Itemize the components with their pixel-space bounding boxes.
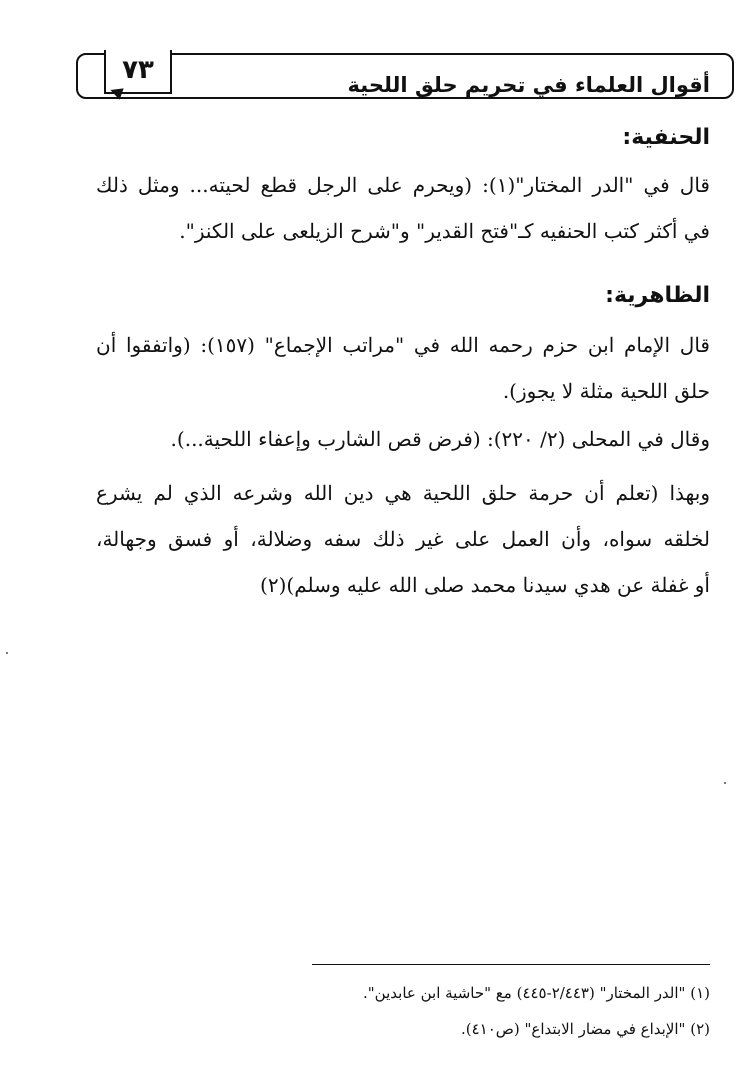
section-heading-zahiri: الظاهرية: <box>605 283 710 308</box>
footnote-divider <box>312 964 710 965</box>
paragraph-line: وقال في المحلى (٢/ ٢٢٠): (فرض قص الشارب وإعفاء اللحية...). <box>170 427 710 451</box>
scan-speck <box>6 652 8 654</box>
paragraph-line: في أكثر كتب الحنفيه كـ"فتح القدير" و"شرح الزيلعى على الكنز". <box>179 219 710 243</box>
footnote-2: (٢) "الإبداع في مضار الابتداع" (ص٤١٠). <box>460 1020 710 1038</box>
paragraph-line: وبهذا (تعلم أن حرمة حلق اللحية هي دين الله وشرعه الذي لم يشرع <box>96 481 710 505</box>
footnote-1: (١) "الدر المختار" (٢/٤٤٣-٤٤٥) مع "حاشية ابن عابدين". <box>363 984 710 1002</box>
paragraph-line: لخلقه سواه، وأن العمل على غير ذلك سفه وضلالة، أو فسق وجهالة، <box>96 527 710 551</box>
page-number: ٧٣ <box>122 55 154 85</box>
scan-speck <box>724 782 726 784</box>
paragraph-line: قال في "الدر المختار"(١): (ويحرم على الرجل قطع لحيته... ومثل ذلك <box>96 173 710 197</box>
paragraph-line: حلق اللحية مثلة لا يجوز). <box>502 379 710 403</box>
paragraph-line: قال الإمام ابن حزم رحمه الله في "مراتب الإجماع" (١٥٧): (واتفقوا أن <box>96 333 710 357</box>
section-heading-hanafi: الحنفية: <box>622 125 710 150</box>
paragraph-line: أو غفلة عن هدي سيدنا محمد صلى الله عليه وسلم)(٢) <box>260 573 710 597</box>
running-header-title: أقوال العلماء في تحريم حلق اللحية <box>347 73 710 97</box>
